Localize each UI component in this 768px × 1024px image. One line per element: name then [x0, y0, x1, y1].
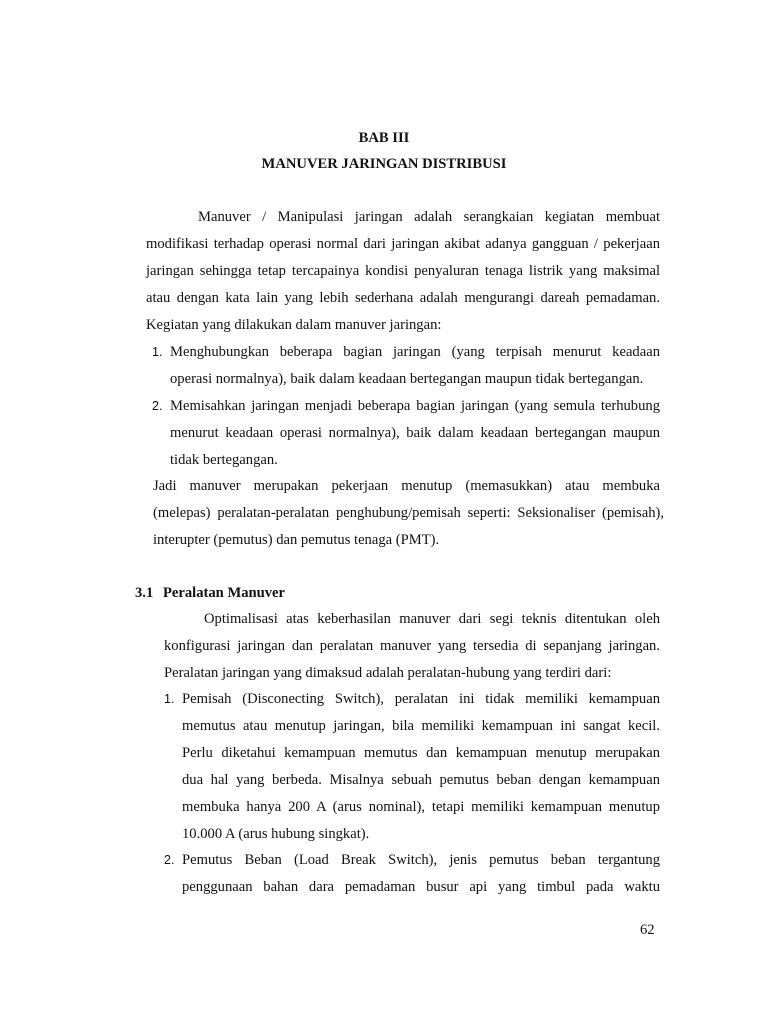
list-item-line: menurut keadaan operasi normalnya), baik dalam keadaan bertegangan maupun	[170, 425, 660, 441]
list-item-line: membuka hanya 200 A (arus nominal), tetapi memiliki kemampuan menutup	[182, 799, 660, 815]
section-line: Peralatan jaringan yang dimaksud adalah peralatan-hubung yang terdiri dari:	[164, 665, 612, 681]
list-item-line: penggunaan bahan dara pemadaman busur api yang timbul pada waktu	[182, 879, 660, 895]
list-item-line: Perlu diketahui kemampuan memutus dan kemampuan menutup merupakan	[182, 745, 660, 761]
list-number: 2.	[152, 399, 163, 413]
list-item-line: Memisahkan jaringan menjadi beberapa bagian jaringan (yang semula terhubung	[170, 398, 660, 414]
list-item-line: Pemisah (Disconecting Switch), peralatan ini tidak memiliki kemampuan	[182, 691, 660, 707]
intro-line: Manuver / Manipulasi jaringan adalah serangkaian kegiatan membuat	[198, 209, 660, 225]
list-item-line: dua hal yang berbeda. Misalnya sebuah pemutus beban dengan kemampuan	[182, 772, 660, 788]
section-title: Peralatan Manuver	[163, 585, 285, 601]
section-number: 3.1	[135, 585, 154, 601]
list-item-line: Pemutus Beban (Load Break Switch), jenis pemutus beban tergantung	[182, 852, 660, 868]
list-item-line: tidak bertegangan.	[170, 452, 278, 468]
intro-line: Kegiatan yang dilakukan dalam manuver jaringan:	[146, 317, 442, 333]
intro-line: atau dengan kata lain yang lebih sederhana adalah mengurangi dareah pemadaman.	[146, 290, 660, 306]
section-line: Optimalisasi atas keberhasilan manuver dari segi teknis ditentukan oleh	[204, 611, 660, 627]
list-item-line: Menghubungkan beberapa bagian jaringan (yang terpisah menurut keadaan	[170, 344, 660, 360]
conclusion-line: (melepas) peralatan-peralatan penghubung/pemisah seperti: Seksionaliser (pemisah),	[153, 505, 664, 521]
conclusion-line: interupter (pemutus) dan pemutus tenaga (PMT).	[153, 532, 440, 548]
intro-line: jaringan sehingga tetap tercapainya kondisi penyaluran tenaga listrik yang maksimal	[146, 263, 660, 279]
intro-line: modifikasi terhadap operasi normal dari jaringan akibat adanya gangguan / pekerjaan	[146, 236, 660, 252]
chapter-title: MANUVER JARINGAN DISTRIBUSI	[261, 156, 507, 172]
list-item-line: operasi normalnya), baik dalam keadaan bertegangan maupun tidak bertegangan.	[170, 371, 644, 387]
section-line: konfigurasi jaringan dan peralatan manuver yang tersedia di sepanjang jaringan.	[164, 638, 660, 654]
list-item-line: memutus atau menutup jaringan, bila memiliki kemampuan ini sangat kecil.	[182, 718, 660, 734]
page-number: 62	[640, 922, 655, 938]
conclusion-line: Jadi manuver merupakan pekerjaan menutup (memasukkan) atau membuka	[153, 478, 660, 494]
chapter-label: BAB III	[358, 130, 410, 146]
list-item-line: 10.000 A (arus hubung singkat).	[182, 826, 370, 842]
list-number: 1.	[164, 692, 175, 706]
list-number: 2.	[164, 853, 175, 867]
list-number: 1.	[152, 345, 163, 359]
